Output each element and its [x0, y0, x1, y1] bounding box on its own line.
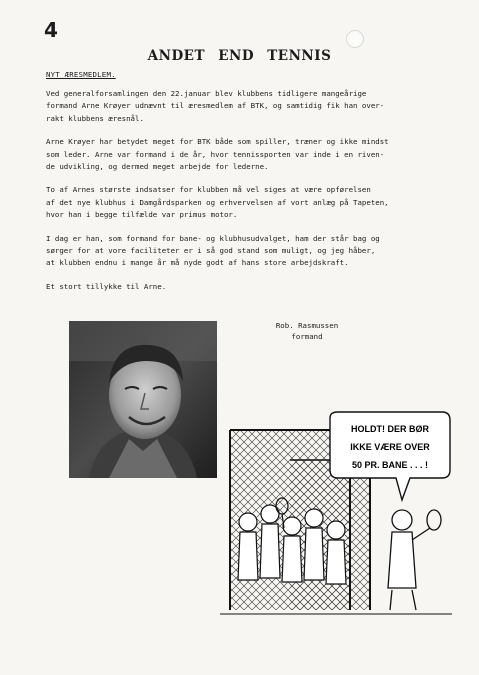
text-line: hvor han i begge tilfælde var primus motor.	[46, 210, 238, 220]
signature-title: formand	[291, 332, 323, 341]
text-line: af det nye klubhus i Damgårdsparken og erhvervelsen af vort anlæg på Tapeten,	[46, 197, 389, 207]
tennis-cartoon	[220, 410, 452, 620]
text-line: at klubben endnu i mange år må nyde godt af hans store arbejdskraft.	[46, 258, 349, 268]
signature-name: Rob. Rasmussen	[275, 321, 339, 330]
text-line: Et stort tillykke til Arne.	[46, 281, 167, 291]
text-line: formand Arne Krøyer udnævnt til æresmedlem af BTK, og samtidig fik han over-	[46, 101, 385, 111]
signature-block	[252, 320, 362, 342]
paragraph-2	[46, 136, 462, 173]
page-heading: ANDET END TENNIS	[147, 48, 332, 64]
section-label: NYT ÆRESMEDLEM.	[46, 70, 116, 79]
portrait-photo	[69, 321, 217, 478]
article-body	[46, 88, 462, 304]
text-line: Arne Krøyer har betydet meget for BTK både som spiller, træner og ikke mindst	[46, 137, 389, 147]
page-number: 4	[44, 18, 58, 42]
speech-line-1: HOLDT! DER BØR	[351, 424, 429, 434]
text-line: som leder. Arne var formand i de år, hvor tennissporten var inde i en riven-	[46, 149, 385, 159]
text-line: To af Arnes største indsatser for klubben må vel siges at være opførelsen	[46, 185, 371, 195]
text-line: I dag er han, som formand for bane- og klubhusudvalget, ham der står bag og	[46, 233, 380, 243]
text-line: Ved generalforsamlingen den 22.januar blev klubbens tidligere mangeårige	[46, 89, 367, 98]
paragraph-3	[46, 184, 462, 221]
speech-line-3: 50 PR. BANE . . . !	[351, 460, 429, 470]
punch-hole	[346, 30, 364, 48]
text-line: rakt klubbens æresnål.	[46, 113, 144, 123]
speech-line-2: IKKE VÆRE OVER	[350, 442, 430, 452]
text-line: de udvikling, og dermed meget arbejde for lederne.	[46, 162, 269, 172]
paragraph-5	[46, 281, 462, 293]
paragraph-1	[46, 88, 462, 125]
text-line: sørger for at vore faciliteter er i så god stand som muligt, og jeg håber,	[46, 246, 376, 256]
paragraph-4	[46, 233, 462, 270]
